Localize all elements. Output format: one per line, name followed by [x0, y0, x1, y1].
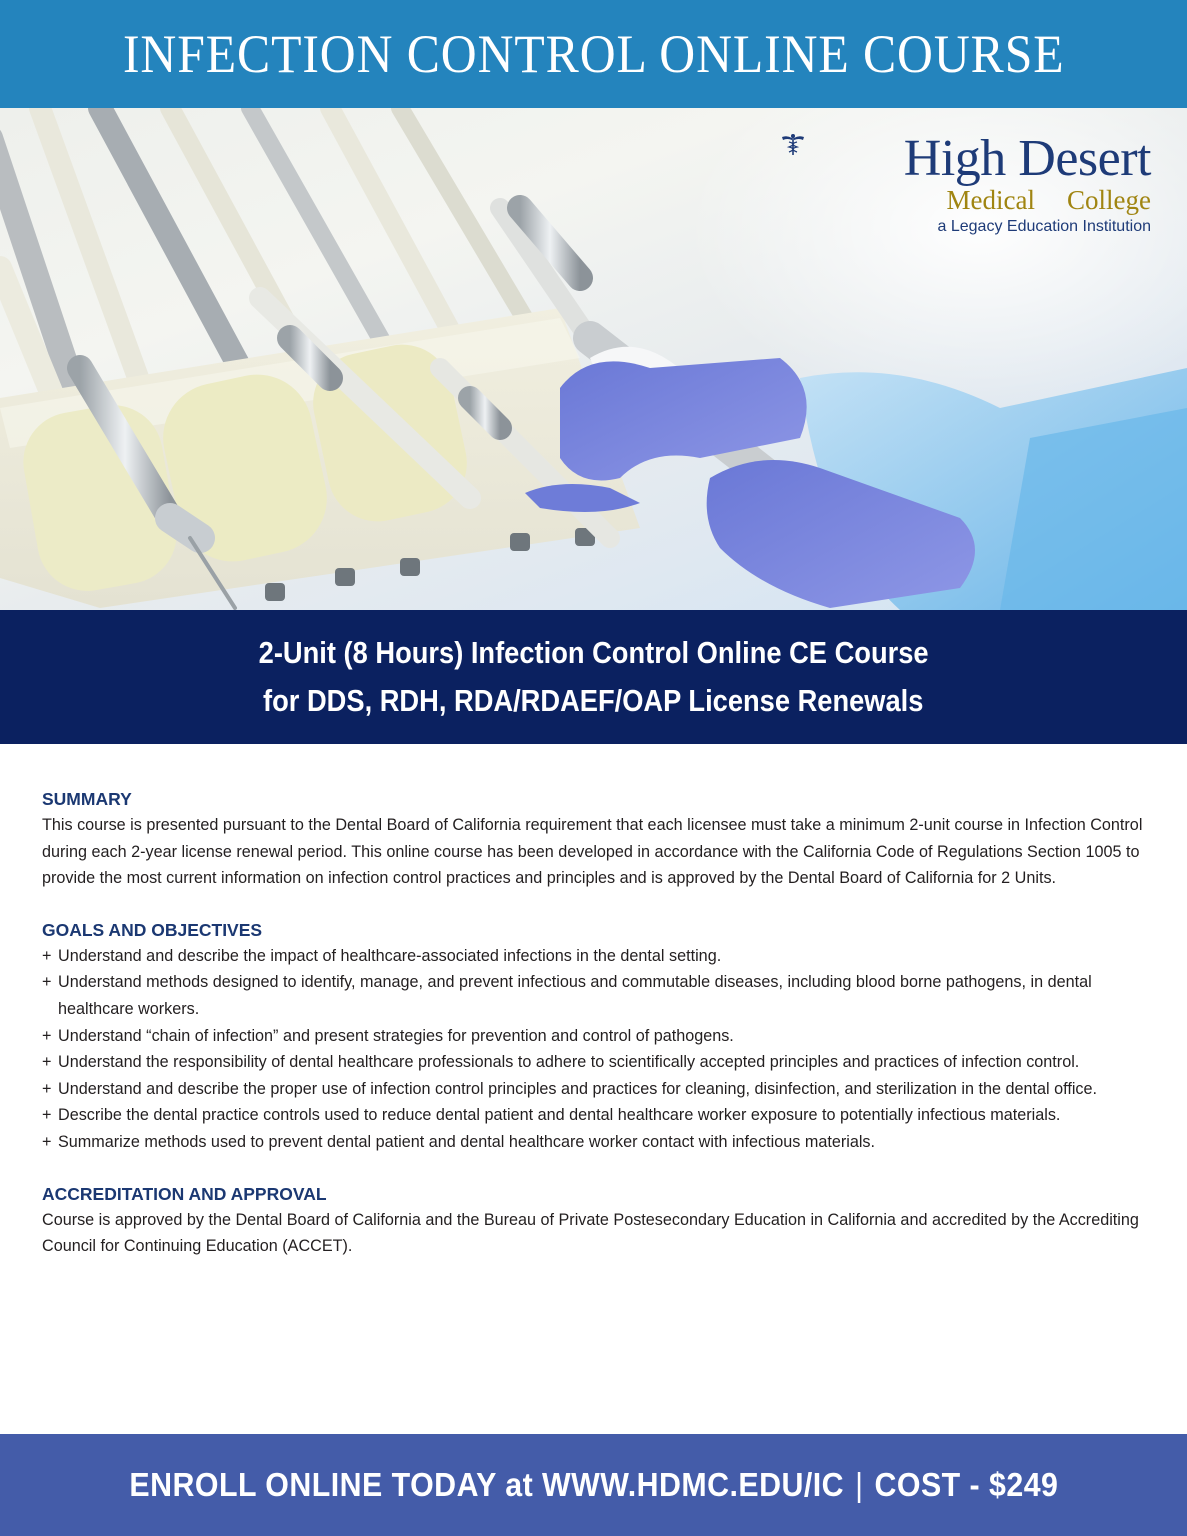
goals-list: [42, 943, 1162, 1156]
accreditation-body: Course is approved by the Dental Board of California and the Bureau of Private Postesecondary Education in California and accredited by the Accrediting Council for Continuing Education (ACCET).: [42, 1210, 1139, 1256]
logo-tagline: a Legacy Education Institution: [937, 218, 1151, 235]
course-subtitle-banner: [0, 610, 1187, 744]
enroll-link[interactable]: ENROLL ONLINE TODAY at WWW.HDMC.EDU/IC: [128, 1466, 844, 1503]
goals-section: [42, 917, 1162, 1156]
subtitle-line-1: 2-Unit (8 Hours) Infection Control Online CE Course: [258, 635, 929, 670]
summary-heading: SUMMARY: [42, 789, 132, 809]
goal-item: + Summarize methods used to prevent dental patient and dental healthcare worker contact with infectious materials.: [42, 1129, 1162, 1156]
separator: |: [854, 1466, 864, 1503]
goal-item: + Understand methods designed to identify, manage, and prevent infectious and commutable diseases, including blood borne pathogens, in dental healthcare workers.: [42, 969, 1162, 1022]
accreditation-heading: ACCREDITATION AND APPROVAL: [42, 1183, 327, 1204]
top-banner: [0, 0, 1187, 108]
plus-icon: +: [42, 1053, 52, 1072]
plus-icon: +: [42, 1106, 52, 1125]
goal-item: + Describe the dental practice controls used to reduce dental patient and dental healthcare worker exposure to potentially infectious materials.: [42, 1102, 1162, 1129]
plus-icon: +: [42, 1026, 52, 1045]
logo-sub-right: College: [1067, 185, 1151, 215]
caduceus-icon: [1039, 188, 1063, 212]
college-logo: [781, 132, 1151, 238]
summary-section: [42, 786, 1162, 892]
logo-main-text: High Desert: [903, 130, 1151, 187]
page-title: INFECTION CONTROL ONLINE COURSE: [122, 24, 1065, 84]
cost-text: COST - $249: [874, 1466, 1059, 1503]
plus-icon: +: [42, 946, 52, 965]
accreditation-section: [42, 1181, 1162, 1260]
logo-sub-left: Medical: [946, 185, 1036, 215]
plus-icon: +: [42, 1132, 52, 1151]
goal-item: + Understand the responsibility of dental healthcare professionals to adhere to scientifically accepted principles and practices of infection control.: [42, 1049, 1162, 1076]
goal-item: + Understand “chain of infection” and present strategies for prevention and control of pathogens.: [42, 1023, 1162, 1050]
enroll-cta: [129, 1466, 1058, 1504]
hero-image: [0, 108, 1187, 610]
course-details: [42, 786, 1162, 1285]
plus-icon: +: [42, 973, 52, 992]
summary-body: This course is presented pursuant to the Dental Board of California requirement that each licensee must take a minimum 2-unit course in Infection Control during each 2-year license renewal period. This online course has been developed in accordance with the California Code of Regulations Section 1005 to provide the most current information on infection control practices and principles and is approved by the Dental Board of California for 2 Units.: [42, 816, 1143, 888]
subtitle-line-2: for DDS, RDH, RDA/RDAEF/OAP License Renewals: [263, 683, 924, 718]
goal-item: + Understand and describe the proper use of infection control principles and practices for cleaning, disinfection, and sterilization in the dental office.: [42, 1076, 1162, 1103]
goal-item: + Understand and describe the impact of healthcare-associated infections in the dental setting.: [42, 943, 1162, 970]
logo-sub-text: [781, 186, 1151, 214]
plus-icon: +: [42, 1079, 52, 1098]
enroll-banner: [0, 1434, 1187, 1536]
goals-heading: GOALS AND OBJECTIVES: [42, 919, 263, 940]
